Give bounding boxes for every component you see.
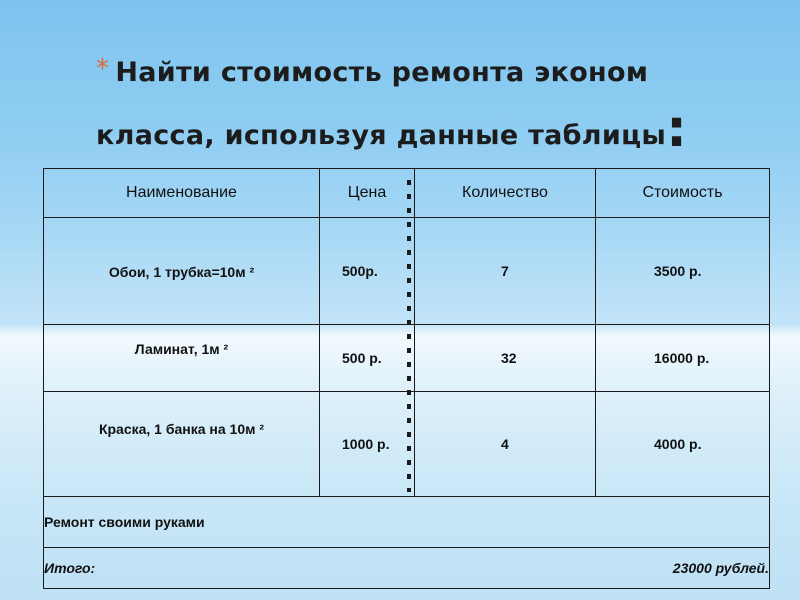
- header-quantity: Количество: [415, 169, 596, 218]
- title-colon: :: [666, 99, 688, 159]
- cost-table-container: [43, 168, 769, 582]
- total-cell: [44, 548, 770, 589]
- header-cost: Стоимость: [596, 169, 770, 218]
- item-name: Ламинат, 1м ²: [134, 341, 229, 357]
- total-row: [44, 548, 770, 589]
- cell-price: 500 р.: [320, 325, 415, 392]
- total-line: [44, 560, 769, 576]
- cell-price: 1000 р.: [320, 392, 415, 497]
- cell-name: [44, 325, 320, 392]
- cell-quantity: 4: [415, 392, 596, 497]
- slide-title: [96, 38, 776, 167]
- cell-quantity: 7: [415, 218, 596, 325]
- item-name: Обои, 1 трубка=10м ²: [108, 264, 255, 280]
- item-name: Краска, 1 банка на 10м ²: [98, 421, 265, 437]
- cell-price: 500р.: [320, 218, 415, 325]
- diy-row: [44, 497, 770, 548]
- cell-cost: 4000 р.: [596, 392, 770, 497]
- diy-cell: Ремонт своими руками: [44, 497, 770, 548]
- title-line-2: [96, 99, 776, 167]
- title-text-1: Найти стоимость ремонта эконом: [115, 57, 649, 88]
- total-value: 23000 рублей.: [672, 560, 769, 576]
- header-price: Цена: [320, 169, 415, 218]
- cell-name: [44, 218, 320, 325]
- cell-name: [44, 392, 320, 497]
- cell-cost: 16000 р.: [596, 325, 770, 392]
- title-line-1: [96, 38, 776, 104]
- cell-quantity: 32: [415, 325, 596, 392]
- total-label: Итого:: [44, 560, 96, 576]
- header-name: Наименование: [44, 169, 320, 218]
- colon-dot-trail: [407, 180, 411, 492]
- title-text-2: класса, используя данные таблицы: [96, 120, 667, 151]
- bullet-asterisk: *: [96, 54, 110, 84]
- cell-cost: 3500 р.: [596, 218, 770, 325]
